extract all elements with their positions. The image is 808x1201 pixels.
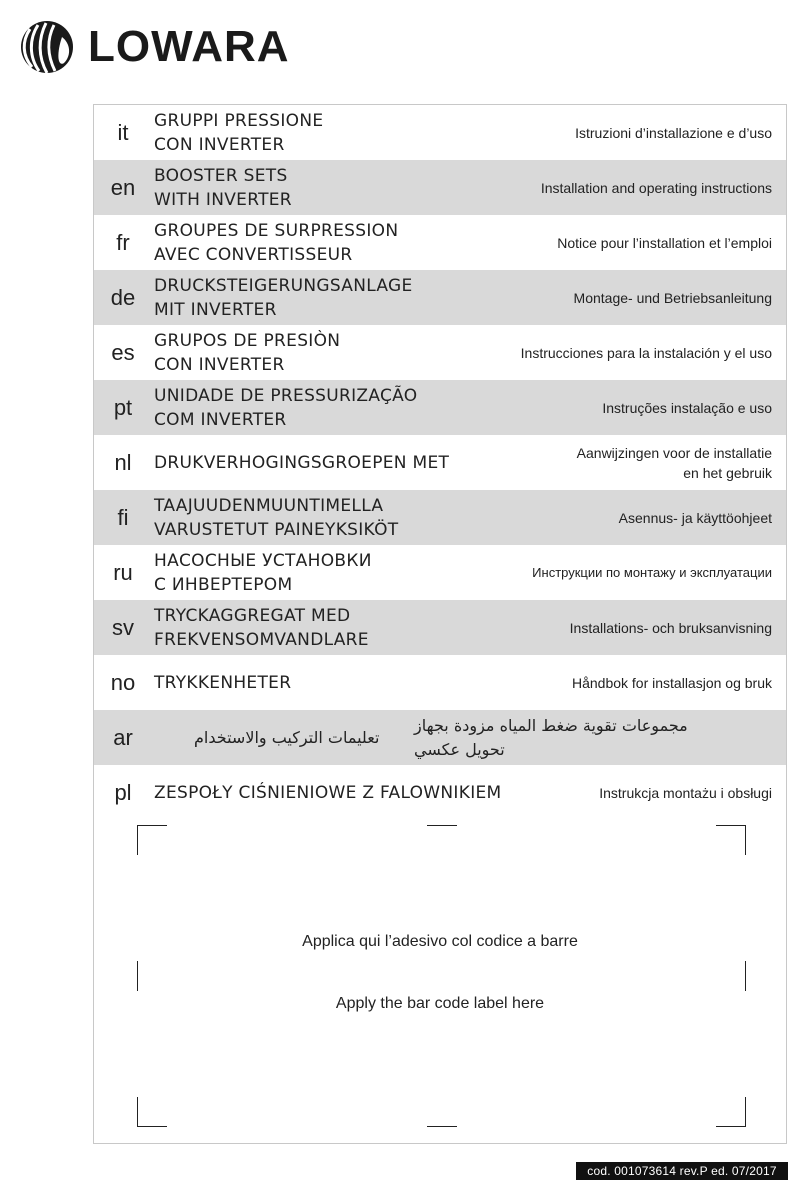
language-code: en <box>110 174 136 200</box>
document-code: cod. 001073614 rev.P ed. 07/2017 <box>576 1162 788 1180</box>
crop-mark <box>745 825 746 855</box>
language-row <box>94 270 786 325</box>
product-title-line: AVEC CONVERTISSEUR <box>154 244 353 265</box>
product-title-line: НАСОСНЫЕ УСТАНОВКИ <box>154 550 372 571</box>
product-title <box>414 710 690 765</box>
crop-mark <box>137 825 138 855</box>
product-title-line: GROUPES DE SURPRESSION <box>154 220 399 241</box>
crop-mark <box>427 1126 457 1127</box>
product-title <box>154 325 514 380</box>
product-title <box>154 765 554 820</box>
language-code: it <box>117 119 129 145</box>
lowara-emblem-icon <box>20 19 74 75</box>
product-title-line: GRUPOS DE PRESIÒN <box>154 330 341 351</box>
manual-description-line: Instruções instalação e uso <box>602 399 772 416</box>
language-row <box>94 325 786 380</box>
manual-description-line: Montage- und Betriebsanleitung <box>573 289 772 306</box>
product-title <box>154 600 514 655</box>
product-title-line: DRUKVERHOGINGSGROEPEN MET <box>154 452 450 473</box>
language-code: ar <box>113 724 133 750</box>
barcode-instruction-it: Applica qui l’adesivo col codice a barre <box>302 933 578 950</box>
product-title-line: MIT INVERTER <box>154 299 277 320</box>
manual-description-line: Installations- och bruksanvisning <box>569 619 772 636</box>
manual-description <box>472 325 772 380</box>
product-title-line: GRUPPI PRESSIONE <box>154 110 324 131</box>
language-code: no <box>110 669 136 695</box>
language-panel <box>93 104 787 1144</box>
crop-mark <box>427 825 457 826</box>
manual-description <box>194 710 394 765</box>
manual-description <box>472 270 772 325</box>
crop-mark <box>716 825 746 826</box>
language-row <box>94 380 786 435</box>
manual-description <box>472 490 772 545</box>
language-row <box>94 105 786 160</box>
product-title-line: С ИНВЕРТЕРОМ <box>154 574 293 595</box>
manual-description <box>472 380 772 435</box>
manual-description <box>472 545 772 600</box>
manual-description-line: Notice pour l’installation et l’emploi <box>557 234 772 251</box>
crop-mark <box>137 825 167 826</box>
manual-description-line: Installation and operating instructions <box>540 179 772 196</box>
manual-description <box>472 600 772 655</box>
manual-description-line: Håndbok for installasjon og bruk <box>571 674 772 691</box>
language-row <box>94 160 786 215</box>
language-row <box>94 655 786 710</box>
product-title-line: CON INVERTER <box>154 134 285 155</box>
language-code: sv <box>112 614 134 640</box>
product-title <box>154 655 514 710</box>
manual-description <box>472 215 772 270</box>
crop-mark <box>745 961 746 991</box>
product-title-line: TAAJUUDENMUUNTIMELLA <box>154 495 384 516</box>
product-title <box>154 105 514 160</box>
language-row <box>94 435 786 490</box>
manual-description <box>472 655 772 710</box>
manual-description <box>552 765 772 820</box>
manual-description <box>472 105 772 160</box>
product-title-line: ZESPOŁY CIŚNIENIOWE Z FALOWNIKIEM <box>154 782 502 803</box>
lowara-logo <box>20 18 290 76</box>
language-row-arabic <box>94 710 786 765</box>
product-title-line: CON INVERTER <box>154 354 285 375</box>
product-title-line: COM INVERTER <box>154 409 287 430</box>
crop-mark <box>745 1097 746 1127</box>
language-code: de <box>110 284 136 310</box>
crop-mark <box>137 1126 167 1127</box>
manual-description <box>472 435 772 490</box>
manual-description-line: Asennus- ja käyttöohjeet <box>618 509 772 526</box>
crop-mark <box>716 1126 746 1127</box>
language-row <box>94 545 786 600</box>
product-title-line: UNIDADE DE PRESSURIZAÇÃO <box>154 385 418 406</box>
manual-description-line: Istruzioni d’installazione e d’uso <box>575 124 772 141</box>
language-row <box>94 215 786 270</box>
language-code: fr <box>116 229 130 255</box>
product-title-line: WITH INVERTER <box>154 189 292 210</box>
language-row <box>94 490 786 545</box>
language-code: ru <box>113 559 133 585</box>
crop-mark <box>137 961 138 991</box>
product-title-line: FREKVENSOMVANDLARE <box>154 629 369 650</box>
language-row <box>94 600 786 655</box>
manual-description-line: Instrucciones para la instalación y el uso <box>520 344 772 361</box>
language-code: pl <box>114 779 132 805</box>
manual-description-line: Instrukcja montażu i obsługi <box>599 784 772 801</box>
product-title <box>154 160 514 215</box>
manual-description-line: Инструкции по монтажу и эксплуатации <box>532 564 772 580</box>
product-title-line: BOOSTER SETS <box>154 165 288 186</box>
barcode-instruction-en: Apply the bar code label here <box>335 995 545 1012</box>
product-title-line: DRUCKSTEIGERUNGSANLAGE <box>154 275 413 296</box>
language-code: es <box>111 339 135 365</box>
manual-description-line: تعليمات التركيب والاستخدام <box>194 727 380 747</box>
manual-description <box>472 160 772 215</box>
product-title <box>154 490 514 545</box>
product-title-line: TRYKKENHETER <box>154 672 292 693</box>
crop-mark <box>137 1097 138 1127</box>
barcode-label-area <box>94 815 786 1143</box>
product-title-line: تحويل عكسي <box>414 739 505 759</box>
product-title-line: TRYCKAGGREGAT MED <box>154 605 351 626</box>
product-title <box>154 270 514 325</box>
manual-description-line: Aanwijzingen voor de installatie <box>576 444 772 461</box>
language-code: pt <box>113 394 133 420</box>
product-title-line: مجموعات تقوية ضغط المياه مزودة بجهاز <box>414 715 688 735</box>
brand-name: LOWARA <box>88 22 290 71</box>
language-code: nl <box>114 449 132 475</box>
language-code: fi <box>117 504 129 530</box>
language-row-polish <box>94 765 786 820</box>
product-title <box>154 545 514 600</box>
manual-description-line: en het gebruik <box>683 464 772 481</box>
product-title-line: VARUSTETUT PAINEYKSIKÖT <box>154 519 399 540</box>
product-title <box>154 435 514 490</box>
product-title <box>154 215 514 270</box>
product-title <box>154 380 514 435</box>
